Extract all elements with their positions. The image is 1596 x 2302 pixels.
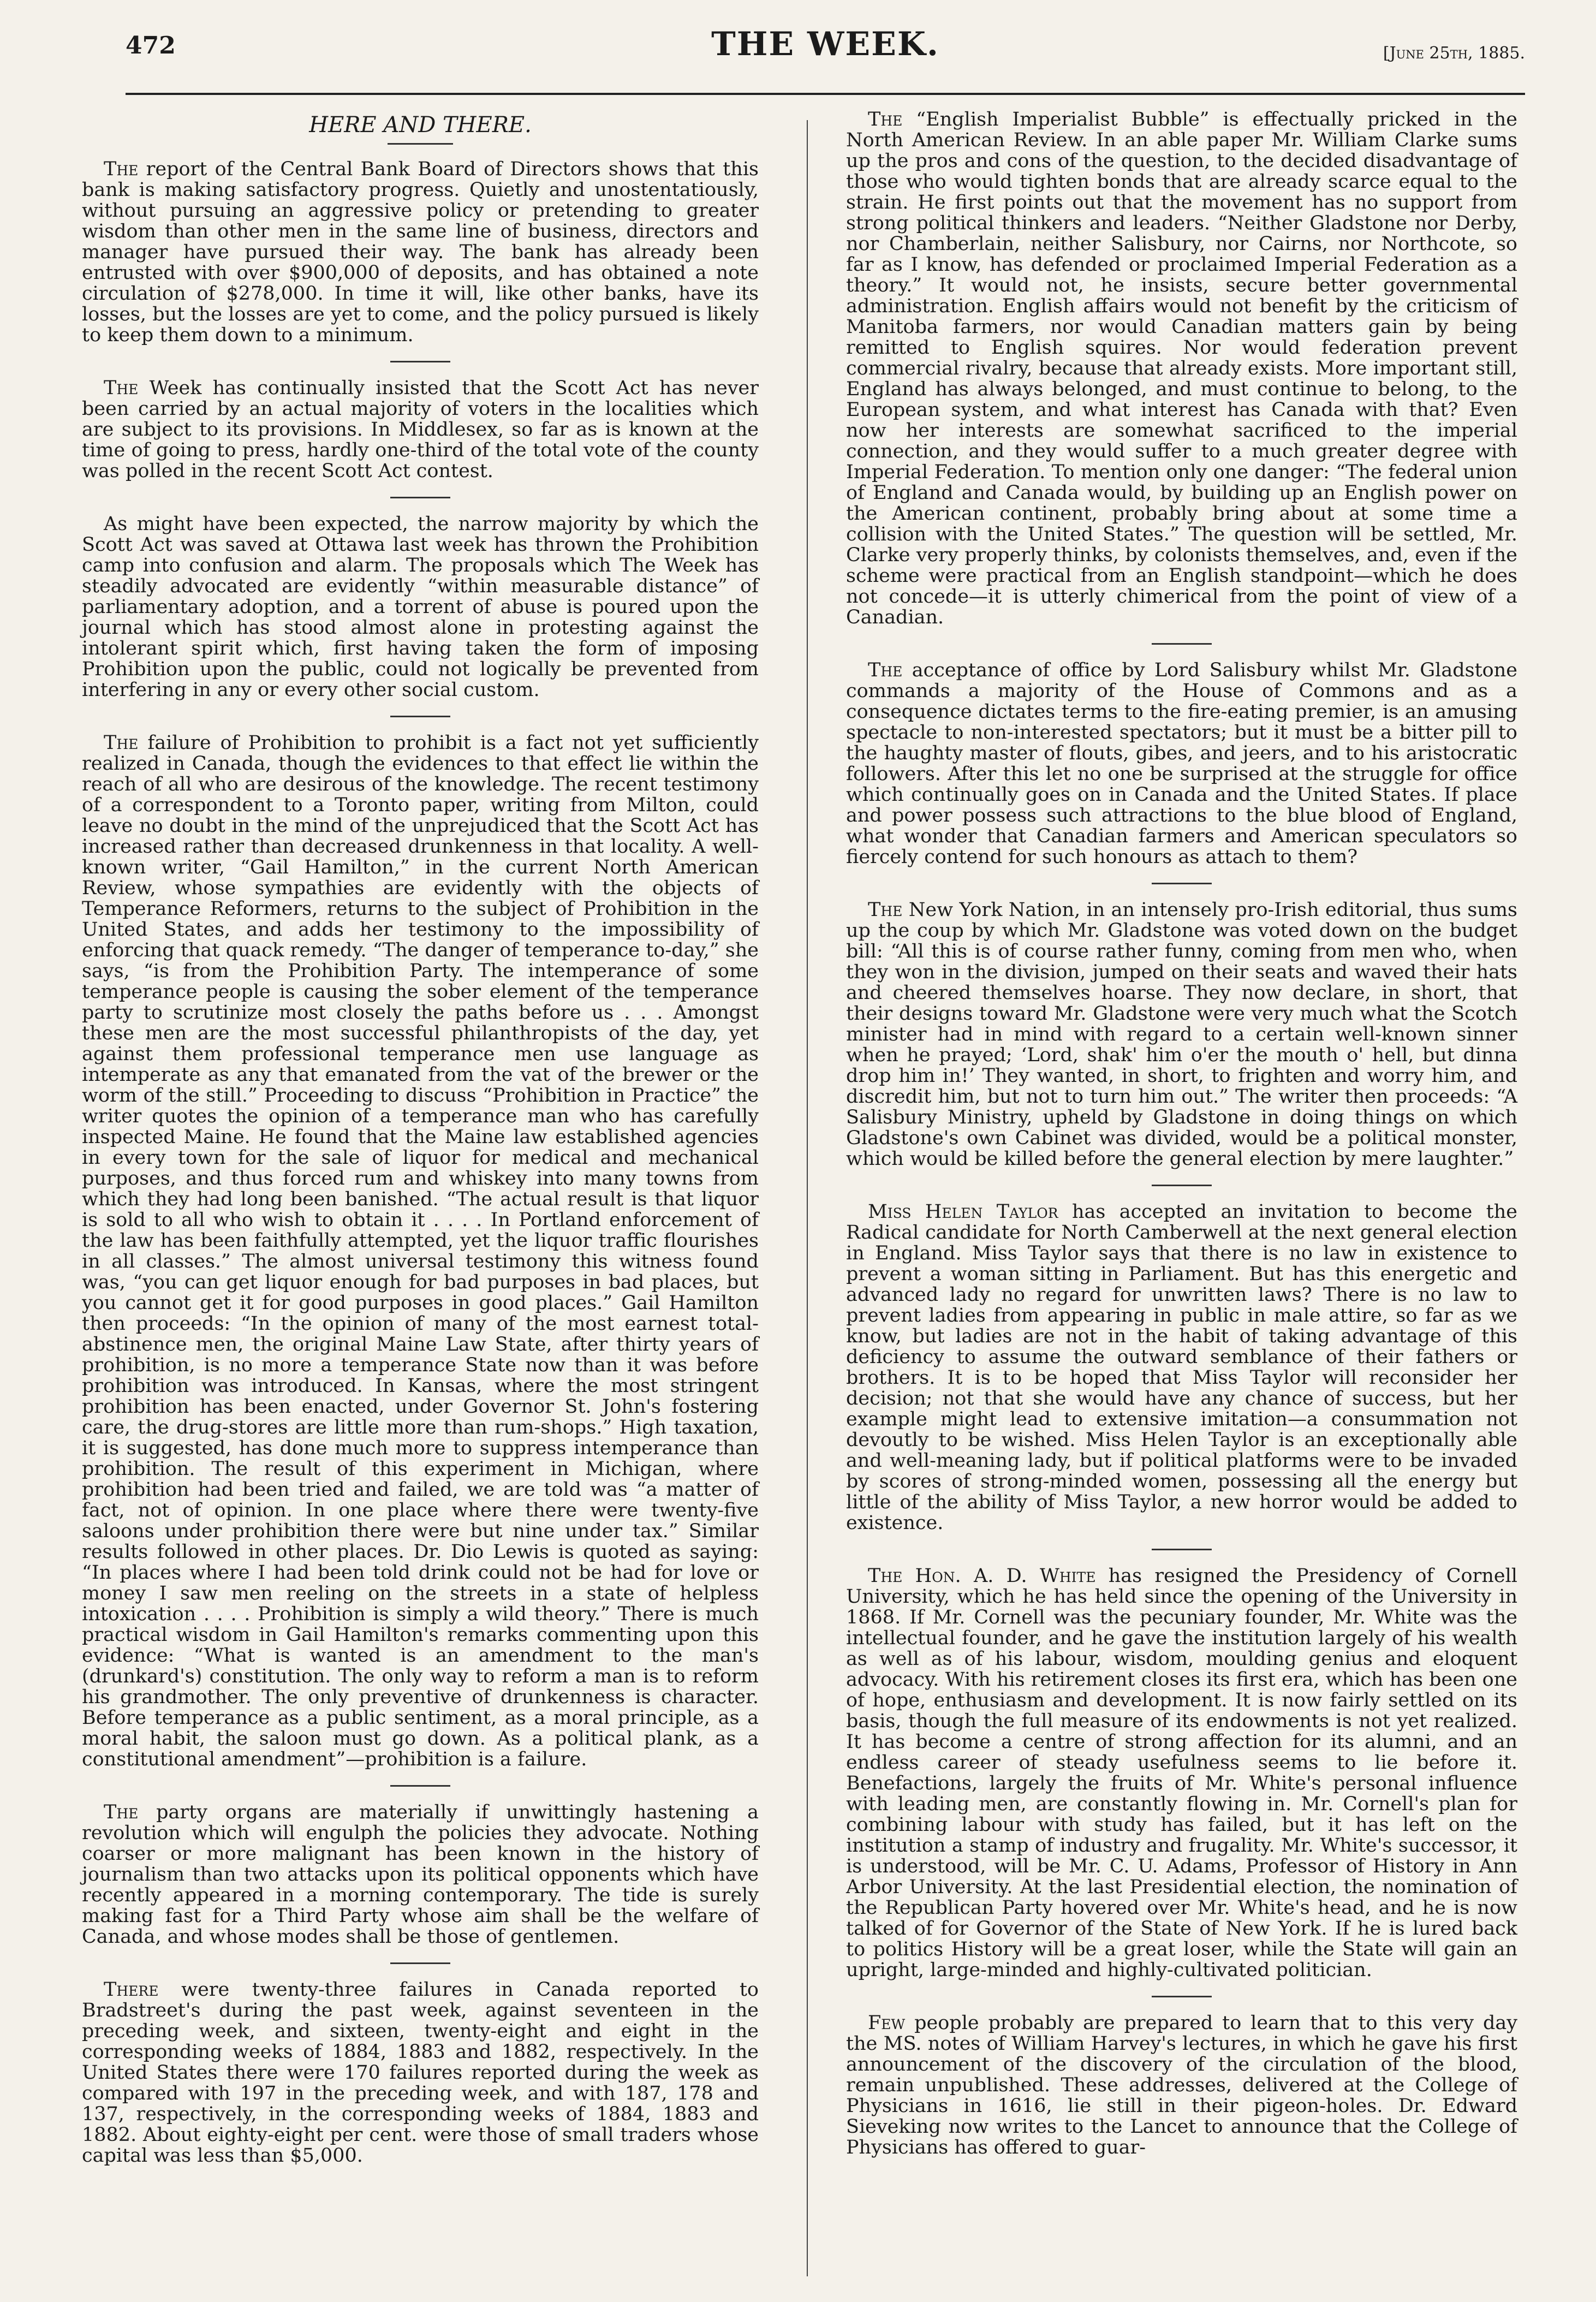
article-paragraph (846, 900, 1517, 1169)
paragraph-text: As might have been expected, the narrow majority by which the Scott Act was saved at Ottawa last week has thrown the Prohibition camp into confusion and alarm. The proposals which The Week has steadily advocated are evidently “within measurable distance” of parliamentary adoption, and a torrent of abuse is poured upon the journal which has stood almost alone in protesting against the intolerant spirit which, first having taken the form of imposing Prohibition upon the public, could not logically be prevented from interfering in any or every other social custom. (82, 513, 759, 701)
paragraph-lead: The (104, 158, 139, 180)
issue-date: [June 25th, 1885. (1383, 44, 1525, 63)
article-paragraph (846, 1566, 1517, 1980)
page-header (126, 22, 1525, 98)
paragraph-text: has accepted an invitation to become the Radical candidate for North Camberwell at the next general election in England. Miss Taylor says that there is no law in existence to prevent a woman sitting in Parliament. But has this energetic and advanced lady no regard for unwritten laws? There is no law to prevent ladies from appearing in public in male attire, so far as we know, but ladies are not in the habit of taking advantage of this deficiency to assume the outward semblance of their fathers or brothers. It is to be hoped that Miss Taylor will reconsider her decision; not that she would have any chance of success, but her example might lead to extensive imitation—a consummation not devoutly to be wished. Miss Helen Taylor is an exceptionally able and well-meaning lady, but if political platforms were to be invaded by scores of strong-minded women, possessing all the energy but little of the ability of Miss Taylor, a new horror would be added to existence. (846, 1201, 1518, 1534)
section-heading: HERE AND THERE. (309, 112, 532, 138)
paragraph-separator (1152, 1996, 1212, 1997)
article-paragraph (82, 378, 759, 481)
paragraph-lead: The (104, 732, 139, 754)
column-divider (807, 120, 808, 2276)
paragraph-separator (1152, 1185, 1212, 1186)
paragraph-lead: The (868, 659, 903, 681)
header-rule (126, 93, 1525, 95)
article-paragraph (82, 1802, 759, 1947)
article-paragraph (846, 109, 1517, 628)
paragraph-text: New York Nation, in an intensely pro-Irish editorial, thus sums up the coup by which Mr. Gladstone was voted down on the budget bill: “All this is of course rather funny, coming from men who, when they won in the division, jumped on their seats and waved their hats and cheered themselves hoarse. They now declare, in short, that their designs toward Mr. Gladstone were very much what the Scotch minister had in mind with regard to a certain well-known sinner when he prayed; ‘Lord, shak' him o'er the mouth o' hell, but dinna drop him in!’ They wanted, in short, to frighten and worry him, and discredit him, but not to turn him out.” The writer then proceeds: “A Salisbury Ministry, upheld by Gladstone in doing things on which Gladstone's own Cabinet was divided, would be a political monster, which would be killed before the general election by mere laughter.” (846, 899, 1517, 1170)
paragraph-text: report of the Central Bank Board of Directors shows that this bank is making satisfactory progress. Quietly and unostentatiously, without pursuing an aggressive policy or pretending to greater wisdom than other men in the same line of business, directors and manager have pursued their way. The bank has already been entrusted with over $900,000 of deposits, and has obtained a note circulation of $278,000. In time it will, like other banks, have its losses, but the losses are yet to come, and the policy pursued is likely to keep them down to a minimum. (82, 158, 759, 346)
paragraph-text: Week has continually insisted that the Scott Act has never been carried by an actual majority of voters in the localities which are subject to its provisions. In Middlesex, so far as is known at the time of going to press, hardly one-third of the total vote of the county was polled in the recent Scott Act contest. (82, 377, 759, 482)
left-column (82, 109, 759, 2166)
article-paragraph (846, 660, 1517, 867)
paragraph-text: acceptance of office by Lord Salisbury whilst Mr. Gladstone commands a majority of the House of Commons and as a consequence dictates terms to the fire-eating premier, is an amusing spectacle to non-interested spectators; but it must be a bitter pill to the haughty master of flouts, gibes, and jeers, and to his aristocratic followers. After this let no one be surprised at the struggle for office which continually goes on in Canada and the United States. If place and power possess such attractions to the blue blood of England, what wonder that Canadian farmers and American speculators so fiercely contend for such honours as attach to them? (846, 659, 1517, 868)
paragraph-text: were twenty-three failures in Canada reported to Bradstreet's during the past week, against seventeen in the preceding week, and sixteen, twenty-eight and eight in the corresponding weeks of 1884, 1883 and 1882, respectively. In the United States there were 170 failures reported during the week as compared with 197 in the preceding week, and with 187, 178 and 137, respectively, in the corresponding weeks of 1884, 1883 and 1882. About eighty-eight per cent. were those of small traders whose capital was less than $5,000. (82, 1979, 759, 2167)
paragraph-separator (1152, 883, 1212, 884)
paragraph-separator (390, 1962, 450, 1964)
article-paragraph (846, 1201, 1517, 1533)
paragraph-separator (390, 716, 450, 717)
right-column (846, 109, 1517, 2158)
paragraph-lead: Few (868, 2012, 906, 2034)
paragraph-separator (1152, 1549, 1212, 1550)
heading-rule (388, 143, 453, 145)
paragraph-lead: Miss Helen Taylor (868, 1201, 1058, 1223)
paragraph-text: people probably are prepared to learn that to this very day the MS. notes of William Harvey's lectures, in which he gave his first announcement of the discovery of the circulation of the blood, remain unpublished. These addresses, delivered at the College of Physicians in 1616, lie still in their pigeon-holes. Dr. Edward Sieveking now writes to the Lancet to announce that the College of Physicians has offered to guar- (846, 2012, 1517, 2158)
paragraph-lead: The (104, 377, 139, 399)
newspaper-title: THE WEEK. (711, 25, 939, 63)
article-paragraph (82, 1979, 759, 2166)
paragraph-text: party organs are materially if unwittingly hastening a revolution which will engulph the policies they advocate. Nothing coarser or more malignant has been known in the history of journalism than two attacks upon its political opponents which have recently appeared in a morning contemporary. The tide is surely making fast for a Third Party whose aim shall be the welfare of Canada, and whose modes shall be those of gentlemen. (82, 1801, 759, 1948)
paragraph-lead: The (868, 899, 903, 921)
paragraph-text: failure of Prohibition to prohibit is a fact not yet sufficiently realized in Canada, though the evidences to that effect lie within the reach of all who are desirous of the knowledge. The recent testimony of a correspondent to a Toronto paper, writing from Milton, could leave no doubt in the mind of the unprejudiced that the Scott Act has increased rather than decreased drunkenness in that locality. A well-known writer, “Gail Hamilton,” in the current North American Review, whose sympathies are evidently with the objects of Temperance Reformers, returns to the subject of Prohibition in the United States, and adds her testimony to the impossibility of enforcing that quack remedy. “The danger of temperance to-day,” she says, “is from the Prohibition Party. The intemperance of some temperance people is causing the sober element of the temperance party to scrutinize most closely the paths before us . . . Amongst these men are the most successful philanthropists of the day, yet against them professional temperance men use language as intemperate as any that emanated from the vat of the brewer or the worm of the still.” Proceeding to discuss “Prohibition in Practice” the writer quotes the opinion of a temperance man who has carefully inspected Maine. He found that the Maine law established agencies in every town for the sale of liquor for medical and mechanical purposes, and thus forced rum and whiskey into many towns from which they had long been banished. “The actual result is that liquor is sold to all who wish to obtain it . . . . In Portland enforcement of the law has been faithfully attempted, yet the liquor traffic flourishes in all classes.” The almost universal testimony this witness found was, “you can get liquor enough for bad purposes in bad places, but you cannot get it for good purposes in good places.” Gail Hamilton then proceeds: “In the opinion of many of the most earnest total-abstinence men, the original Maine Law State, after thirty years of prohibition, is no more a temperance State now than it was before prohibition was introduced. In Kansas, where the most stringent prohibition has been enacted, under Governor St. John's fostering care, the drug-stores are little more than rum-shops.” High taxation, it is suggested, has done much more to suppress intemperance than prohibition. The result of this experiment in Michigan, where prohibition had been tried and failed, we are told was “a matter of fact, not of opinion. In one place where there were twenty-five saloons under prohibition there were but nine under tax.” Similar results followed in other places. Dr. Dio Lewis is quoted as saying: “In places where I had been told drink could not be had for love or money I saw men reeling on the streets in a state of helpless intoxication . . . . Prohibition is simply a wild theory.” There is much practical wisdom in Gail Hamilton's remarks commenting upon this evidence: “What is wanted is an amendment to the man's (drunkard's) constitution. The only way to reform a man is to reform his grandmother. The only preventive of drunkenness is character. Before temperance as a public sentiment, as a moral principle, as a moral habit, the saloon must go down. As a political plank, as a constitutional amendment”—prohibition is a failure. (82, 732, 759, 1770)
page-number: 472 (126, 32, 176, 60)
paragraph-text: has resigned the Presidency of Cornell University, which he has held since the opening of the University in 1868. If Mr. Cornell was the pecuniary founder, Mr. White was the intellectual founder, and he gave the institution largely of his wealth as well as of his labour, wisdom, moulding genius and eloquent advocacy. With his retirement closes its first era, which has been one of hope, enthusiasm and development. It is now fairly settled on its basis, though the full measure of its endowments is not yet realized. It has become a centre of strong affection for its alumni, and an endless career of steady usefulness seems to lie before it. Benefactions, largely the fruits of Mr. White's personal influence with leading men, are constantly flowing in. Mr. Cornell's plan for combining labour with study has failed, but it has left on the institution a stamp of industry and frugality. Mr. White's successor, it is understood, will be Mr. C. U. Adams, Professor of History in Ann Arbor University. At the last Presidential election, the nomination of the Republican Party hovered over Mr. White's head, and he is now talked of for Governor of the State of New York. If he is lured back to politics History will be a great loser, while the State will gain an upright, large-minded and highly-cultivated politician. (846, 1565, 1517, 1981)
paragraph-separator (1152, 643, 1212, 645)
article-paragraph (82, 733, 759, 1770)
paragraph-text: “English Imperialist Bubble” is effectually pricked in the North American Review. In an able paper Mr. William Clarke sums up the pros and cons of the question, to the decided disadvantage of those who would tighten bonds that are already scarce equal to the strain. He first points out that the movement has no support from strong political thinkers and leaders. “Neither Gladstone nor Derby, nor Chamberlain, neither Salisbury, nor Cairns, nor Northcote, so far as I know, has defended or proclaimed Imperial Federation as a theory.” It would not, he insists, secure better governmental administration. English affairs would not benefit by the criticism of Manitoba farmers, nor would Canadian matters gain by being remitted to English squires. Nor would federation prevent commercial rivalry, because that already exists. More important still, England has always belonged, and must continue to belong, to the European system, and what interest has Canada with that? Even now her interests are somewhat sacrificed to the imperial connection, and they would suffer to a much greater degree with Imperial Federation. To mention only one danger: “The federal union of England and Canada would, by building up an English power on the American continent, probably bring about at some time a collision with the United States.” The question will be settled, Mr. Clarke very properly thinks, by colonists themselves, and, even if the scheme were practical from an English standpoint—which he does not concede—it is utterly chimerical from the point of view of a Canadian. (846, 109, 1517, 628)
article-paragraph (846, 2013, 1517, 2158)
paragraph-separator (390, 497, 450, 498)
paragraph-lead: The (104, 1801, 139, 1823)
paragraph-separator (390, 1785, 450, 1787)
paragraph-lead: The Hon. A. D. White (868, 1565, 1096, 1587)
article-paragraph (82, 159, 759, 346)
paragraph-lead: The (868, 109, 903, 130)
paragraph-lead: There (104, 1979, 159, 2001)
paragraph-separator (390, 361, 450, 362)
article-paragraph (82, 514, 759, 700)
